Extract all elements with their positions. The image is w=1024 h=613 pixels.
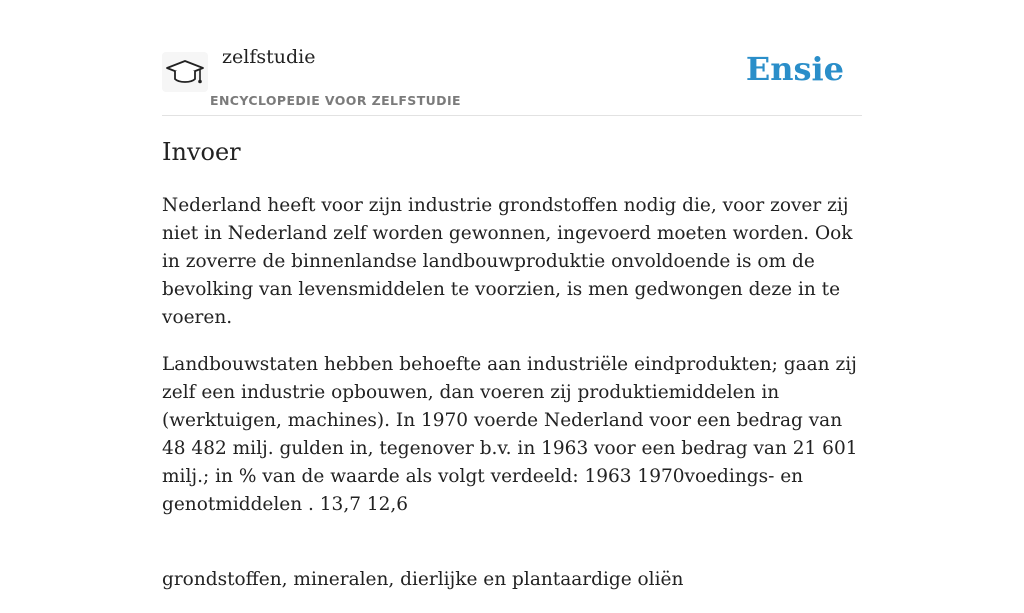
- paragraph-spacer: [162, 538, 867, 566]
- article-body: [162, 192, 867, 613]
- graduation-cap-icon: [166, 58, 204, 88]
- ensie-brand-link[interactable]: Ensie: [745, 50, 844, 88]
- article-paragraph: grondstoffen, mineralen, dierlijke en plantaardige oliën: [162, 569, 684, 590]
- site-name[interactable]: zelfstudie: [222, 46, 316, 68]
- site-tagline: ENCYCLOPEDIE VOOR ZELFSTUDIE: [210, 93, 461, 108]
- site-header: [162, 40, 862, 116]
- article-paragraph: Landbouwstaten hebben behoefte aan industriële eindprodukten; gaan zij zelf een industrie opbouwen, dan voeren zij produktiemiddelen in (werktuigen, machines). In 1970 voerde Nederland voor een bedrag van 48 482 milj. gulden in, tegenover b.v. in 1963 voor een bedrag van 21 601 milj.; in % van de waarde als volgt verdeeld: 1963 1970voedings- en genotmiddelen . 13,7 12,6: [162, 354, 858, 515]
- page-title: Invoer: [162, 138, 241, 166]
- article-paragraph: Nederland heeft voor zijn industrie grondstoffen nodig die, voor zover zij niet in Nederland zelf worden gewonnen, ingevoerd moeten worden. Ook in zoverre de binnenlandse landbouwproduktie onvoldoende is om de bevolking van levensmiddelen te voorzien, is men gedwongen deze in te voeren.: [162, 195, 853, 328]
- logo[interactable]: [162, 52, 208, 92]
